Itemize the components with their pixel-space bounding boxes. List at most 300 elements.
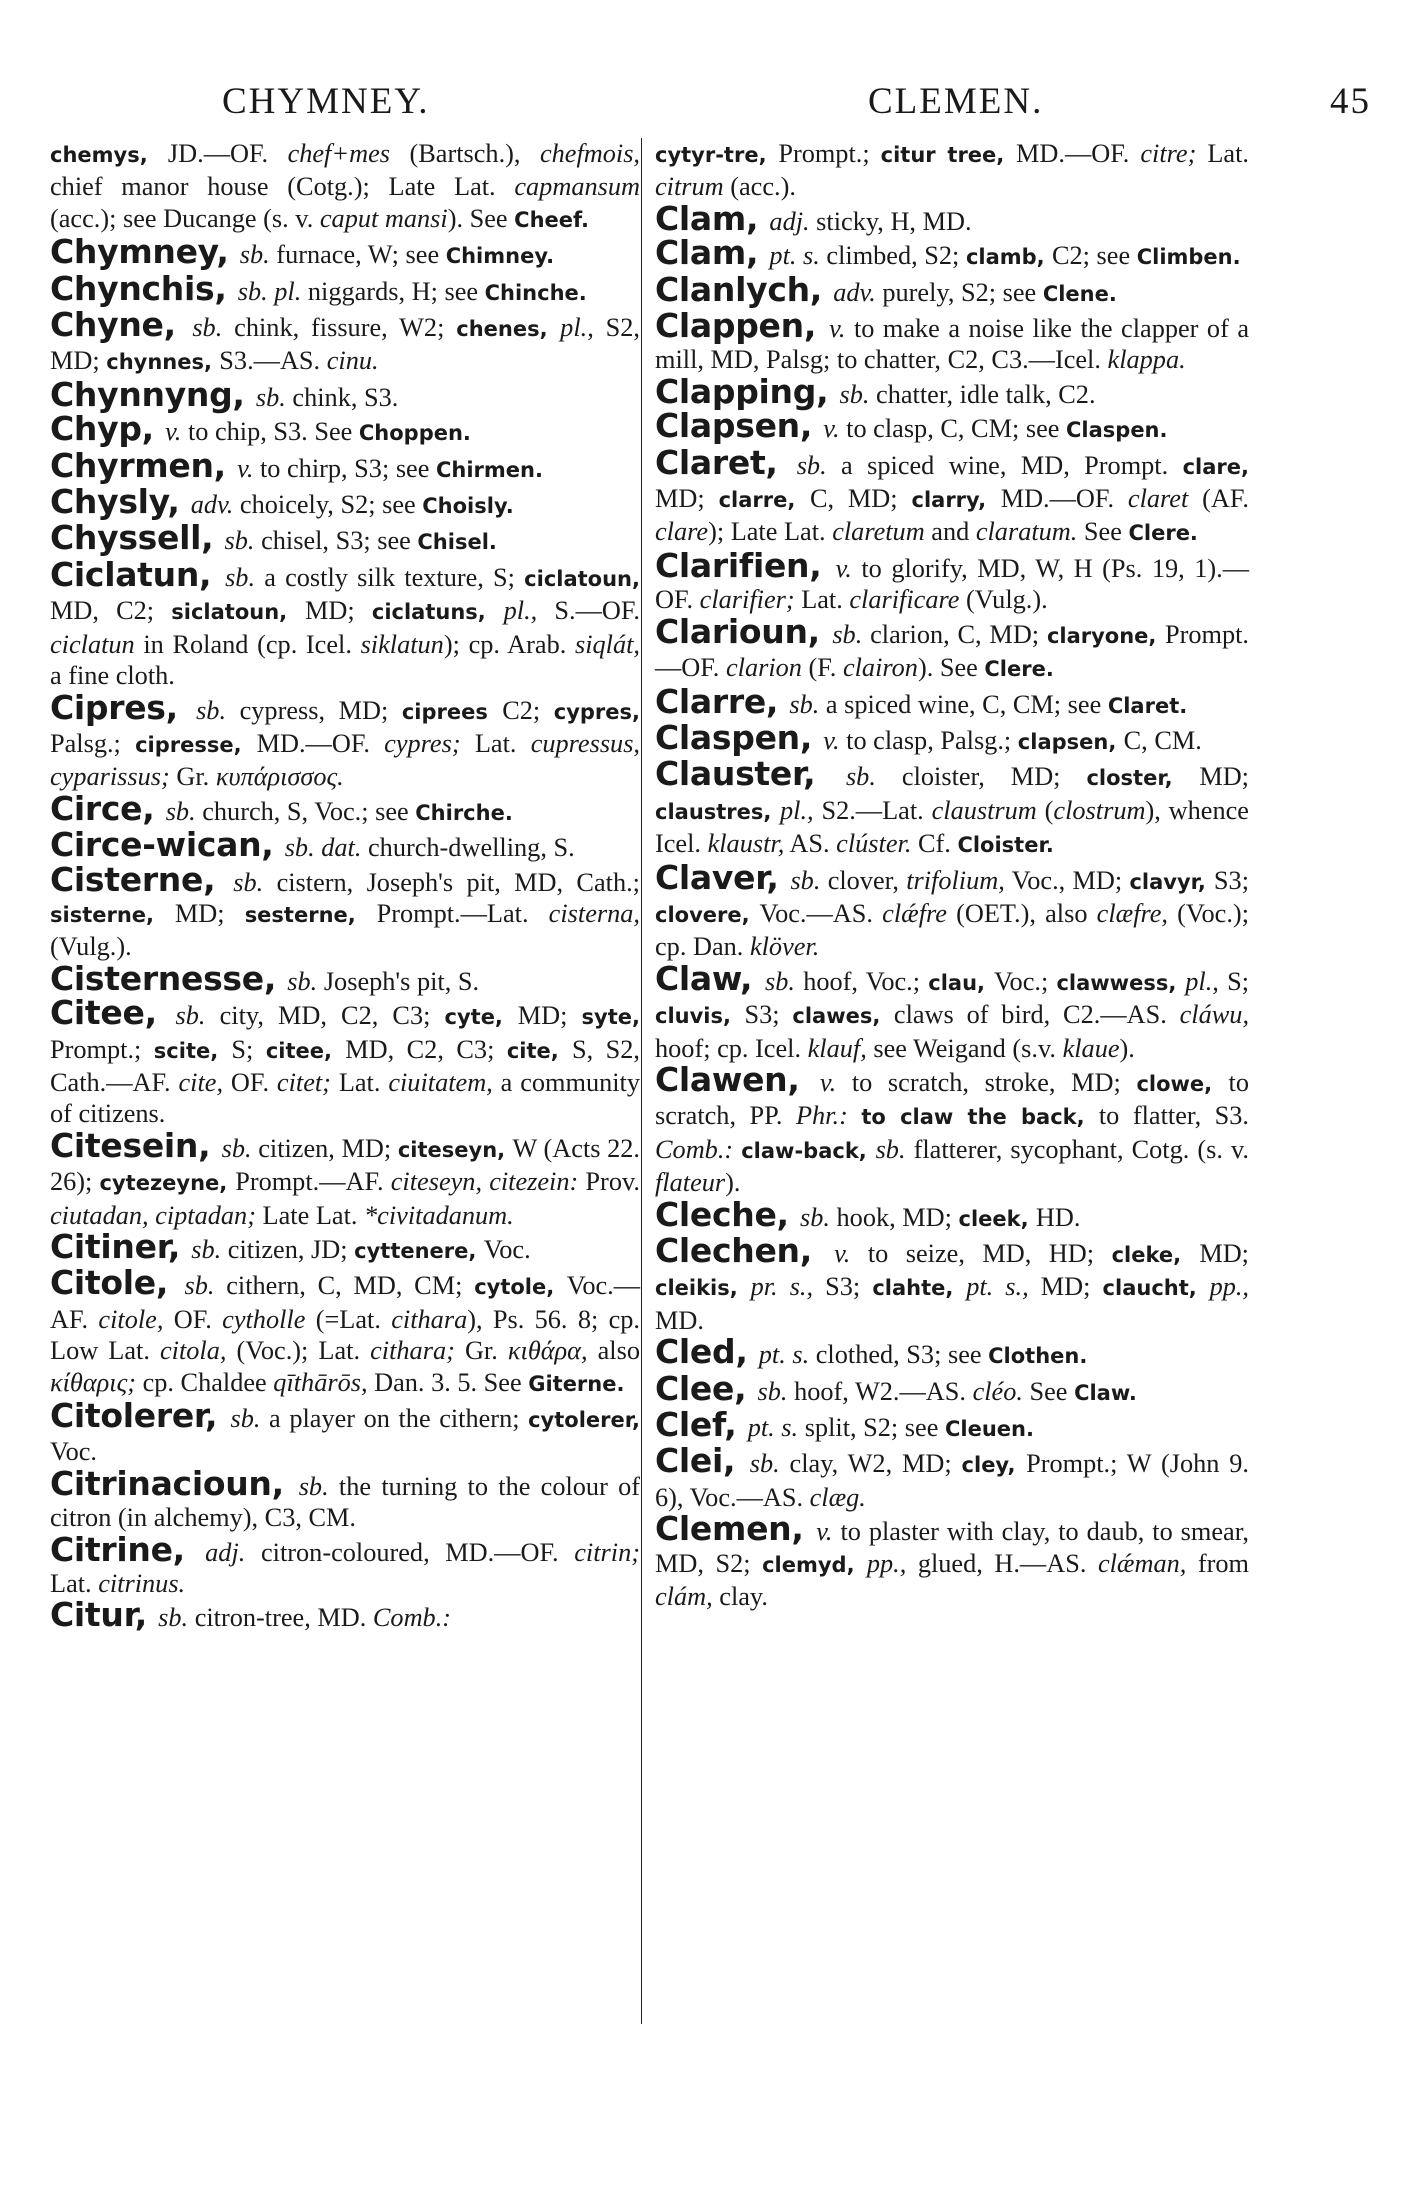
italic-text: cléo.	[972, 1376, 1023, 1406]
entry-text: ), Ps. 56. 8; cp. Low Lat.	[50, 1304, 640, 1366]
dictionary-entry	[655, 857, 1250, 963]
bold-form: clemyd,	[762, 1552, 867, 1577]
italic-text: klöver.	[749, 932, 820, 962]
italic-text: sb.	[224, 526, 255, 556]
italic-text: sb.	[799, 1202, 830, 1232]
bold-form: clamb,	[965, 245, 1052, 270]
entry-text: Late Lat.	[255, 1200, 365, 1230]
entry-text: a spiced wine, MD, Prompt.	[826, 450, 1183, 480]
headword: Chyp,	[50, 409, 166, 449]
dictionary-entry	[50, 445, 640, 486]
headword: Cisternesse,	[50, 958, 288, 998]
italic-text: v.	[816, 1517, 833, 1547]
entry-text: S2.—Lat.	[813, 795, 932, 825]
italic-text: sb.	[192, 313, 223, 343]
italic-text: v.	[835, 553, 852, 583]
italic-text: clǽman,	[1097, 1548, 1187, 1578]
dictionary-entry	[655, 269, 1249, 310]
entry-text: (acc.).	[723, 172, 796, 202]
entry-text: church, S, Voc.; see	[195, 796, 416, 826]
entry-text: Lat.	[794, 585, 850, 615]
entry-text: See	[1022, 1376, 1075, 1406]
italic-text: siklatun	[360, 629, 444, 659]
entry-text: Cf.	[911, 829, 958, 859]
right-column	[655, 138, 1249, 1612]
dictionary-entry	[50, 993, 641, 1130]
dictionary-entry	[655, 958, 1250, 1064]
headword: Citrine,	[50, 1529, 206, 1569]
entry-text: niggards, H; see	[301, 276, 485, 306]
entry-text: see Weigand (s.v.	[866, 1033, 1063, 1063]
entry-text: a spiced wine, C, CM; see	[819, 689, 1108, 719]
headword: Citee,	[50, 993, 176, 1033]
entry-text: Voc.	[483, 1235, 531, 1264]
entry-text: Prompt.—AF.	[235, 1167, 391, 1197]
entry-text: (F.	[801, 653, 843, 683]
italic-text: claretum	[832, 517, 925, 547]
dictionary-entry	[655, 717, 1249, 758]
italic-text: cite,	[178, 1067, 224, 1097]
entry-text: to scratch, stroke, MD;	[836, 1067, 1137, 1097]
italic-text: cláwu,	[1179, 1000, 1250, 1030]
dictionary-entry	[50, 374, 640, 414]
bold-form: cipresse,	[135, 732, 257, 757]
dictionary-entry	[50, 1595, 640, 1635]
dictionary-entry	[50, 482, 640, 522]
headword: Chyne,	[50, 305, 193, 345]
dictionary-entry	[50, 1396, 640, 1468]
bold-form: sisterne,	[50, 902, 175, 927]
entry-text: Lat.	[330, 1067, 389, 1097]
italic-text: adj.	[769, 206, 810, 236]
entry-text: (Vulg.).	[50, 932, 132, 962]
bold-form: syte,	[581, 1005, 640, 1030]
entry-text: (Vulg.).	[959, 585, 1048, 615]
italic-text: sb.	[287, 966, 318, 996]
headword: Clanlych,	[655, 269, 834, 309]
headword: Circe,	[50, 788, 166, 828]
italic-text: clare	[655, 517, 709, 547]
italic-text: claret	[1127, 484, 1189, 514]
entry-text: S.—OF.	[537, 596, 641, 626]
headword: Clei,	[655, 1441, 750, 1481]
entry-text: to make a noise like the clapper of a mill, MD, Palsg; to chatter, C2, C3.—Icel.	[655, 314, 1249, 375]
italic-text: pl.,	[779, 795, 814, 825]
headword: Claw,	[655, 958, 766, 998]
entry-text: to chip, S3. See	[181, 417, 359, 447]
bold-form: clawwess,	[1056, 970, 1186, 995]
dictionary-entry	[655, 406, 1249, 446]
headword: Chymney,	[50, 232, 240, 272]
bold-form: claucht,	[1102, 1276, 1210, 1301]
dictionary-entry	[655, 306, 1249, 376]
headword: Clawen,	[655, 1059, 820, 1099]
entry-text: and	[924, 517, 976, 547]
italic-text: sb.	[225, 562, 256, 592]
italic-text: citeseyn, citezein:	[390, 1167, 579, 1197]
dictionary-entry	[655, 611, 1249, 686]
italic-text: cytholle	[222, 1304, 306, 1334]
entry-text: C, CM.	[1123, 725, 1202, 755]
dictionary-entry	[50, 409, 640, 449]
entry-text: S3.—AS.	[219, 346, 327, 376]
headword: Citiner,	[50, 1227, 192, 1266]
italic-text: sb.	[158, 1603, 189, 1633]
italic-text: citrin;	[574, 1537, 640, 1567]
entry-text: from	[1186, 1548, 1249, 1578]
entry-text: MD;	[305, 596, 372, 626]
italic-text: trifolium,	[906, 865, 1005, 895]
bold-form: cleek,	[958, 1206, 1036, 1231]
bold-form: cleke,	[1111, 1243, 1200, 1267]
running-header	[0, 80, 1424, 130]
entry-text: ); cp. Arab.	[443, 629, 575, 659]
italic-text: sb.	[230, 1404, 261, 1434]
italic-text: klaue	[1062, 1033, 1120, 1063]
headword: Clapping,	[655, 371, 840, 411]
headword: Citolerer,	[50, 1396, 231, 1436]
entry-text: Voc.	[50, 1437, 97, 1467]
entry-text: cp. Chaldee	[136, 1367, 274, 1397]
italic-text: sb. dat.	[284, 833, 362, 863]
entry-text: (Bartsch.),	[390, 139, 540, 168]
entry-text: Gr.	[169, 762, 216, 792]
headword: Clappen,	[655, 306, 830, 346]
italic-text: ciuitatem,	[388, 1067, 493, 1097]
italic-text: v.	[237, 453, 254, 483]
italic-text: sb.	[191, 1235, 222, 1264]
entry-text: C2;	[502, 695, 554, 725]
entry-text: HD.	[1035, 1202, 1081, 1232]
headword: Clee,	[655, 1368, 758, 1408]
bold-form: chenes,	[456, 317, 561, 342]
headword: Citrinacioun,	[50, 1463, 299, 1503]
italic-text: pp.,	[866, 1548, 907, 1578]
entry-text: purely, S2; see	[875, 277, 1043, 307]
dictionary-entry	[50, 1463, 640, 1534]
bold-form: cyte,	[444, 1005, 518, 1030]
italic-text: pt. s.	[758, 1340, 810, 1370]
bold-form: cleikis,	[655, 1276, 751, 1301]
headword: Chynnyng,	[50, 374, 256, 414]
bold-form: cytolerer,	[528, 1408, 640, 1433]
bold-form: Clothen.	[988, 1344, 1088, 1369]
dictionary-entry	[655, 754, 1249, 861]
entry-text: hoof, Voc.;	[795, 966, 929, 996]
italic-text: clarion	[725, 653, 802, 683]
entry-text: cithern, C, MD, CM;	[214, 1271, 475, 1301]
italic-text: pt. s.	[747, 1413, 799, 1443]
italic-text: citet;	[276, 1067, 331, 1097]
italic-text: qīthārōs,	[273, 1367, 368, 1397]
italic-text: sb.	[875, 1134, 906, 1164]
bold-form: Choisly.	[422, 494, 514, 519]
bold-form: cypres,	[553, 699, 640, 724]
italic-text: pr. s.,	[750, 1272, 814, 1302]
entry-text: MD.	[655, 1305, 704, 1335]
italic-text: pl.,	[560, 313, 594, 343]
dictionary-entry	[50, 958, 640, 998]
entry-text: Gr.	[454, 1336, 508, 1366]
entry-text: Joseph's pit, S.	[317, 966, 480, 996]
italic-text: κυπάρισσος.	[215, 762, 344, 792]
entry-text: MD.—OF.	[256, 728, 385, 758]
italic-text: sb.	[839, 379, 870, 409]
entry-text: S3;	[1213, 865, 1250, 895]
italic-text: adv.	[833, 277, 876, 307]
bold-form: ciclatuns,	[371, 600, 504, 625]
entry-text: (=Lat.	[305, 1304, 392, 1334]
italic-text: sb.	[233, 867, 264, 897]
left-column	[50, 138, 640, 1634]
bold-form: Climben.	[1136, 245, 1241, 270]
entry-text: ). See	[447, 203, 515, 233]
italic-text: clostrum	[1053, 795, 1146, 825]
headword: Clapsen,	[655, 406, 824, 446]
headword: Claver,	[655, 857, 791, 897]
bold-form: Clere.	[1128, 521, 1198, 546]
italic-text: pt. s.,	[966, 1272, 1029, 1302]
entry-text: ).	[1119, 1033, 1135, 1063]
entry-text: MD;	[1028, 1272, 1103, 1302]
dictionary-entry	[50, 232, 640, 272]
header-left-word: CHYMNEY.	[222, 81, 430, 122]
dictionary-entry	[50, 305, 640, 379]
dictionary-entry	[50, 788, 640, 829]
italic-text: claustrum	[931, 795, 1037, 825]
entry-text: citizen, JD;	[221, 1235, 355, 1264]
entry-text: Lat.	[1196, 139, 1249, 168]
entry-text: Voc.—AS.	[759, 898, 883, 928]
bold-form: clovere,	[655, 902, 760, 927]
entry-text: Prompt.;	[778, 139, 881, 168]
italic-text: clúster.	[836, 829, 912, 859]
headword: Clarifien,	[655, 545, 836, 585]
dictionary-entry	[50, 138, 640, 236]
entry-text: chatter, idle talk, C2.	[869, 379, 1096, 409]
bold-form: cley,	[961, 1453, 1027, 1478]
entry-text: See	[1077, 517, 1129, 547]
italic-text: citola,	[159, 1336, 227, 1366]
italic-text: sb.	[184, 1271, 215, 1301]
entry-text: ).	[725, 1168, 741, 1198]
entry-text: Voc., MD;	[1004, 865, 1130, 895]
dictionary-entry	[655, 198, 1249, 238]
entry-text: MD;	[1199, 762, 1249, 792]
entry-text: MD;	[174, 898, 245, 928]
entry-text: to plaster with clay, to daub, to smear, MD, S2;	[655, 1517, 1249, 1578]
bold-form: Claw.	[1074, 1380, 1137, 1405]
entry-text: MD;	[517, 1001, 582, 1031]
entry-text: chink, fissure, W2;	[222, 313, 457, 343]
italic-text: pl.,	[503, 596, 538, 626]
entry-text: hook, MD;	[829, 1202, 959, 1232]
italic-text: cisterna,	[548, 898, 640, 928]
entry-text: ). See	[917, 653, 985, 683]
entry-text: MD.—OF.	[1000, 484, 1128, 514]
entry-text: ); Late Lat.	[708, 517, 833, 547]
entry-text: (acc.); see Ducange (s. v.	[50, 203, 320, 233]
bold-form: to claw the back,	[861, 1105, 1099, 1130]
bold-form: Cheef.	[514, 207, 589, 232]
italic-text: cithara;	[370, 1336, 455, 1366]
italic-text: ciclatun	[50, 629, 135, 659]
entry-text: clothed, S3; see	[809, 1340, 989, 1370]
entry-text: MD, C2;	[50, 596, 172, 626]
italic-text: sb.	[221, 1133, 252, 1163]
entry-text: JD.—OF.	[167, 139, 288, 168]
entry-text: Dan. 3. 5. See	[367, 1367, 529, 1397]
italic-text: siqlát,	[574, 629, 640, 659]
bold-form: Claret.	[1107, 693, 1188, 718]
entry-text: a fine cloth.	[50, 661, 175, 691]
entry-text: choicely, S2; see	[233, 490, 423, 520]
bold-form: citur tree,	[880, 143, 1017, 167]
bold-form: Chirmen.	[435, 457, 543, 482]
italic-text: sb.	[765, 966, 796, 996]
bold-form: closter,	[1086, 766, 1200, 791]
headword: Citesein,	[50, 1125, 222, 1165]
entry-text: chisel, S3; see	[254, 526, 418, 556]
italic-text: citrum	[655, 172, 724, 202]
bold-form: chynnes,	[106, 350, 220, 375]
bold-form: Choppen.	[358, 421, 471, 446]
bold-form: cytezeyne,	[99, 1171, 236, 1196]
entry-text: city, MD, C2, C3;	[205, 1001, 445, 1031]
bold-form: Chisel.	[417, 530, 497, 555]
entry-text: hoof, W2.—AS.	[787, 1376, 973, 1406]
entry-text: furnace, W; see	[269, 240, 446, 270]
italic-text: v.	[829, 314, 846, 344]
bold-form: scite,	[153, 1038, 232, 1063]
dictionary-entry	[50, 1263, 641, 1400]
italic-text: cypres;	[384, 728, 461, 758]
bold-form: chemys,	[50, 143, 168, 167]
italic-text: sb.	[196, 695, 227, 725]
bold-form: clarry,	[911, 488, 1001, 513]
entry-text: cistern, Joseph's pit, MD, Cath.;	[263, 867, 640, 897]
bold-form: ciclatoun,	[524, 566, 640, 591]
entry-text: also	[587, 1336, 640, 1366]
dictionary-entry	[655, 1368, 1249, 1409]
dictionary-entry	[50, 1529, 640, 1600]
entry-text: citizen, MD;	[251, 1133, 398, 1163]
entry-text: hoof; cp. Icel.	[655, 1033, 808, 1063]
dictionary-entry	[655, 1194, 1249, 1235]
headword: Chynchis,	[50, 268, 238, 308]
bold-form: claryone,	[1046, 623, 1165, 648]
italic-text: sb.	[757, 1376, 788, 1406]
dictionary-entry	[655, 442, 1250, 550]
entry-text: to chirp, S3; see	[253, 453, 436, 483]
bold-form: claustres,	[655, 799, 780, 824]
dictionary-entry	[50, 1125, 640, 1231]
italic-text: ciutadan, ciptadan;	[50, 1200, 256, 1230]
entry-text: OF.	[223, 1067, 277, 1097]
entry-text: Voc.—AF.	[50, 1271, 641, 1334]
bold-form: cytole,	[474, 1275, 567, 1300]
italic-text: pp.,	[1209, 1272, 1250, 1302]
entry-text: to flatter, S3.	[1098, 1101, 1249, 1131]
italic-text: v.	[165, 417, 182, 447]
italic-text: Comb.:	[655, 1134, 734, 1164]
bold-form: clau,	[928, 970, 994, 995]
italic-text: κιθάρα,	[507, 1336, 588, 1366]
entry-text: climbed, S2;	[819, 241, 966, 271]
italic-text: sb.	[165, 796, 196, 826]
italic-text: sb.	[175, 1001, 206, 1031]
bold-form: citee,	[265, 1038, 346, 1063]
entry-text: a player on the cithern;	[260, 1404, 529, 1434]
italic-text: v.	[834, 1239, 851, 1268]
headword: Clam,	[655, 198, 770, 238]
italic-text: v.	[823, 414, 840, 444]
italic-text: adv.	[190, 490, 234, 520]
headword: Clef,	[655, 1405, 748, 1445]
bold-form: claw-back,	[741, 1138, 876, 1163]
italic-text: clarifier;	[699, 585, 795, 615]
entry-text: claws of bird, C2.—AS.	[893, 1000, 1180, 1030]
headword: Clam,	[655, 233, 770, 273]
italic-text: clarificare	[849, 585, 960, 615]
entry-text: C2; see	[1051, 241, 1137, 271]
entry-text: to clasp, C, CM; see	[839, 414, 1066, 444]
headword: Citole,	[50, 1263, 185, 1303]
bold-form: clapsen,	[1017, 729, 1124, 754]
bold-form: clahte,	[872, 1276, 967, 1301]
bold-form: Claspen.	[1066, 418, 1168, 443]
italic-text: cupressus, cyparissus;	[50, 728, 641, 792]
italic-text: v.	[819, 1067, 837, 1097]
entry-text: to scratch, PP.	[655, 1067, 1249, 1131]
dictionary-entry	[50, 825, 640, 865]
dictionary-entry	[50, 859, 640, 963]
italic-text: clǽfre	[882, 898, 947, 928]
dictionary-entry	[50, 1227, 640, 1267]
bold-form: cytyr-tre,	[655, 143, 779, 167]
dictionary-entry	[50, 687, 641, 793]
italic-text: sb.	[239, 240, 270, 270]
bold-form: Clere.	[984, 657, 1054, 682]
entry-text: Prompt.;	[50, 1034, 154, 1064]
italic-text: sb.	[790, 865, 821, 895]
italic-text: klaustr,	[707, 829, 785, 859]
dictionary-entry	[50, 518, 640, 558]
italic-text: v.	[823, 725, 840, 755]
italic-text: citole,	[98, 1304, 164, 1334]
italic-text: clæg.	[809, 1482, 866, 1512]
bold-form: clawes,	[792, 1004, 894, 1029]
headword: Cisterne,	[50, 859, 234, 899]
entry-text: MD, C2, C3;	[345, 1034, 507, 1064]
entry-text: S3;	[744, 1000, 793, 1030]
bold-form: Clene.	[1042, 281, 1117, 306]
italic-text: sb.	[749, 1449, 780, 1479]
italic-text: cinu.	[326, 346, 379, 376]
headword: Ciclatun,	[50, 554, 226, 594]
entry-text: clay.	[712, 1582, 768, 1612]
entry-text: S2, MD;	[50, 313, 640, 376]
entry-text: chink, S3.	[285, 382, 399, 412]
headword: Circe-wican,	[50, 825, 285, 865]
entry-text: W (Acts 22. 26);	[50, 1133, 640, 1197]
bold-form: sesterne,	[244, 902, 377, 927]
dictionary-entry	[655, 138, 1249, 203]
italic-text: chef+mes	[287, 139, 391, 168]
page-number: 45	[1330, 81, 1371, 122]
dictionary-entry	[655, 681, 1249, 722]
italic-text: capmansum	[514, 172, 640, 202]
